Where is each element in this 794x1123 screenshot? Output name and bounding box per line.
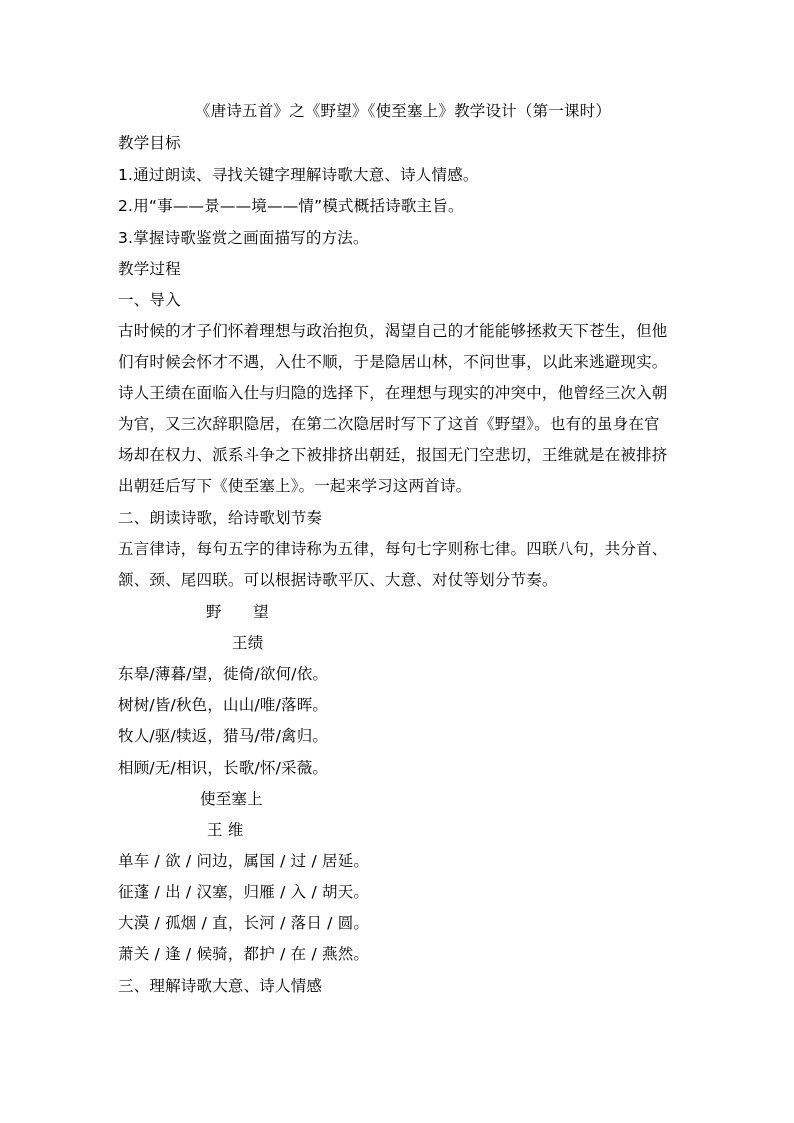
intro-paragraph-line: 为官，又三次辞职隐居，在第二次隐居时写下了这首《野望》。也有的虽身在官 xyxy=(118,415,660,433)
poem2-author: 王 维 xyxy=(207,821,244,839)
objective-item: 2.用“事——景——境——情”模式概括诗歌主旨。 xyxy=(118,197,464,215)
process-heading: 教学过程 xyxy=(118,260,181,278)
poem1-title: 野 望 xyxy=(206,603,269,621)
objectives-heading: 教学目标 xyxy=(118,134,181,152)
poem1-author: 王绩 xyxy=(232,634,264,652)
rhythm-paragraph-line: 颔、颈、尾四联。可以根据诗歌平仄、大意、对仗等划分节奏。 xyxy=(118,571,558,589)
poem2-line: 单车 / 欲 / 问边，属国 / 过 / 居延。 xyxy=(118,852,370,870)
poem2-title: 使至塞上 xyxy=(200,790,263,808)
intro-paragraph-line: 出朝廷后写下《使至塞上》。一起来学习这两首诗。 xyxy=(118,477,472,495)
poem1-line: 树树/皆/秋色，山山/唯/落晖。 xyxy=(118,696,329,714)
poem1-line: 牧人/驱/犊返，猎马/带/禽归。 xyxy=(118,727,329,745)
intro-paragraph-line: 诗人王绩在面临入仕与归隐的选择下，在理想与现实的冲突中，他曾经三次入朝 xyxy=(118,384,668,402)
intro-paragraph-line: 场却在权力、派系斗争之下被排挤出朝廷，报国无门空悲切，王维就是在被排挤 xyxy=(118,446,668,464)
section3-heading: 三、理解诗歌大意、诗人情感 xyxy=(118,977,323,995)
poem2-line: 大漠 / 孤烟 / 直，长河 / 落日 / 圆。 xyxy=(118,914,370,932)
objective-item: 3.掌握诗歌鉴赏之画面描写的方法。 xyxy=(118,229,369,247)
objective-item: 1.通过朗读、寻找关键字理解诗歌大意、诗人情感。 xyxy=(118,166,479,184)
section1-heading: 一、导入 xyxy=(118,291,181,309)
rhythm-paragraph-line: 五言律诗，每句五字的律诗称为五律，每句七字则称七律。四联八句，共分首、 xyxy=(118,540,668,558)
intro-paragraph-line: 古时候的才子们怀着理想与政治抱负，渴望自己的才能能够拯救天下苍生，但他 xyxy=(118,322,668,340)
section2-heading: 二、朗读诗歌，给诗歌划节奏 xyxy=(118,509,323,527)
poem1-line: 相顾/无/相识，长歌/怀/采薇。 xyxy=(118,759,329,777)
document-title: 《唐诗五首》之《野望》《使至塞上》教学设计（第一课时） xyxy=(194,102,612,120)
poem1-line: 东皋/薄暮/望，徙倚/欲何/依。 xyxy=(118,665,329,683)
intro-paragraph-line: 们有时候会怀才不遇，入仕不顺，于是隐居山林，不问世事，以此来逃避现实。 xyxy=(118,353,668,371)
poem2-line: 萧关 / 逢 / 候骑，都护 / 在 / 燕然。 xyxy=(118,945,370,963)
poem2-line: 征蓬 / 出 / 汉塞，归雁 / 入 / 胡天。 xyxy=(118,883,370,901)
